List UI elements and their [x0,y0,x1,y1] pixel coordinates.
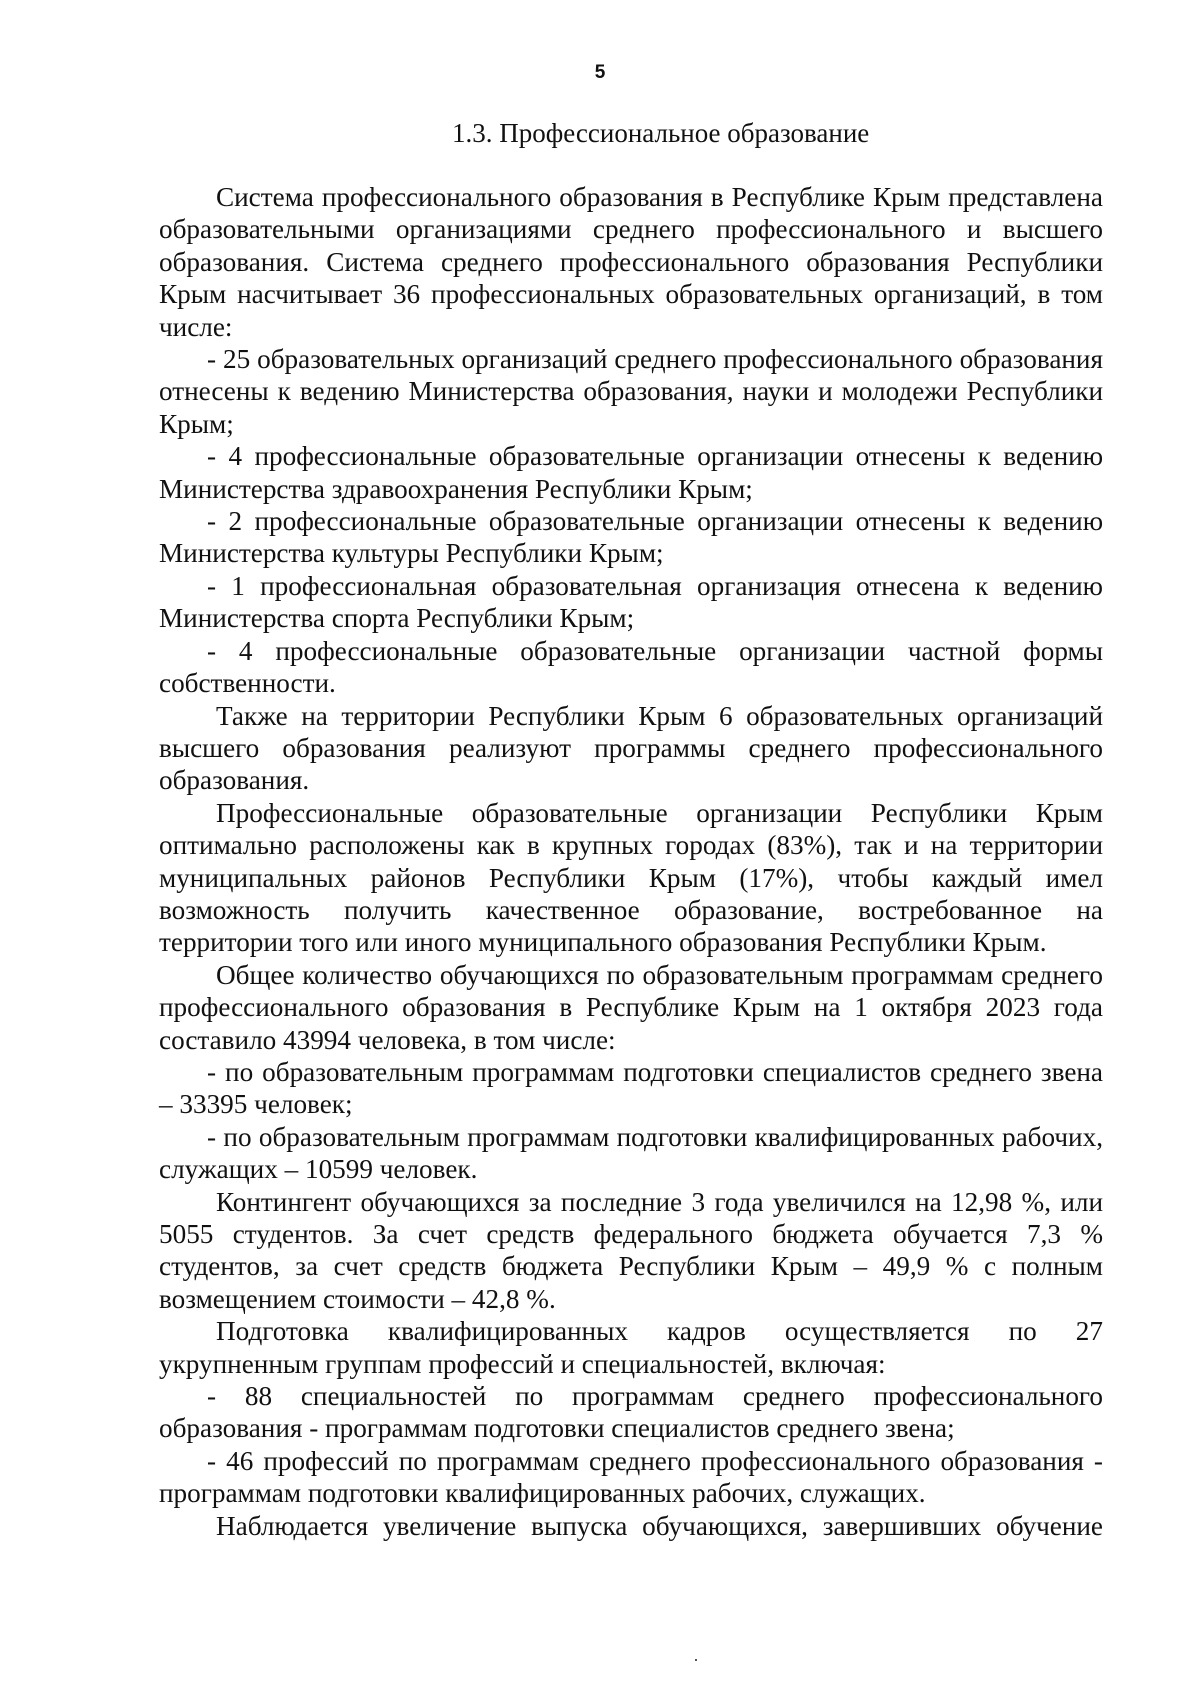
page-number: 5 [594,62,606,83]
list-item-private: - 4 профессиональные образовательные организации частной формы собственности. [159,635,1103,699]
list-item-ministry-education: - 25 образовательных организаций среднего профессионального образования отнесены к ведению Министерства образования, науки и молодежи Республики Крым; [159,344,1103,439]
paragraph-contingent: Контингент обучающихся за последние 3 года увеличился на 12,98 %, или 5055 студентов. За счет средств федерального бюджета обучается 7,3 % студентов, за счет средств бюджета Республики Крым – 49,9 % с полным возмещением стоимости – 42,8 %. [159,1186,1103,1314]
list-item-workers: - по образовательным программам подготовки квалифицированных рабочих, служащих – 10599 человек. [159,1121,1103,1185]
paragraph-graduates: Наблюдается увеличение выпуска обучающихся, завершивших обучение [216,1510,1103,1541]
list-item-professions: - 46 профессий по программам среднего профессионального образования - программам подготовки квалифицированных рабочих, служащих. [159,1445,1103,1509]
list-item-ministry-culture: - 2 профессиональные образовательные организации отнесены к ведению Министерства культуры Республики Крым; [159,506,1103,569]
scan-artifact [695,1659,697,1661]
paragraph-student-count: Общее количество обучающихся по образовательным программам среднего профессионального образования в Республике Крым на 1 октября 2023 года составило 43994 человека, в том числе: [159,959,1103,1055]
paragraph-higher-education: Также на территории Республики Крым 6 образовательных организаций высшего образования реализуют программы среднего профессионального образования. [159,700,1103,796]
paragraph-system-overview: Система профессионального образования в Республике Крым представлена образовательными организациями среднего профессионального и высшего образования. Система среднего профессионального образования Республики Крым насчитывает 36 профессиональных образовательных организаций, в том числе: [159,182,1103,342]
list-item-ministry-health: - 4 профессиональные образовательные организации отнесены к ведению Министерства здравоохранения Республики Крым; [159,441,1103,504]
paragraph-location: Профессиональные образовательные организации Республики Крым оптимально расположены как в крупных городах (83%), так и на территории муниципальных районов Республики Крым (17%), чтобы каждый имел возможность получить качественное образование, востребованное на территории того или иного муниципального образования Республики Крым. [159,797,1103,958]
section-heading: 1.3. Профессиональное образование [452,118,870,148]
paragraph-training-groups: Подготовка квалифицированных кадров осуществляется по 27 укрупненным группам профессий и специальностей, включая: [159,1316,1103,1379]
document-body [159,181,1103,1542]
list-item-specialists: - по образовательным программам подготовки специалистов среднего звена – 33395 человек; [159,1056,1103,1120]
list-item-ministry-sport: - 1 профессиональная образовательная организация отнесена к ведению Министерства спорта Республики Крым; [159,570,1103,634]
list-item-specialties: - 88 специальностей по программам среднего профессионального образования - программам подготовки специалистов среднего звена; [159,1381,1103,1444]
